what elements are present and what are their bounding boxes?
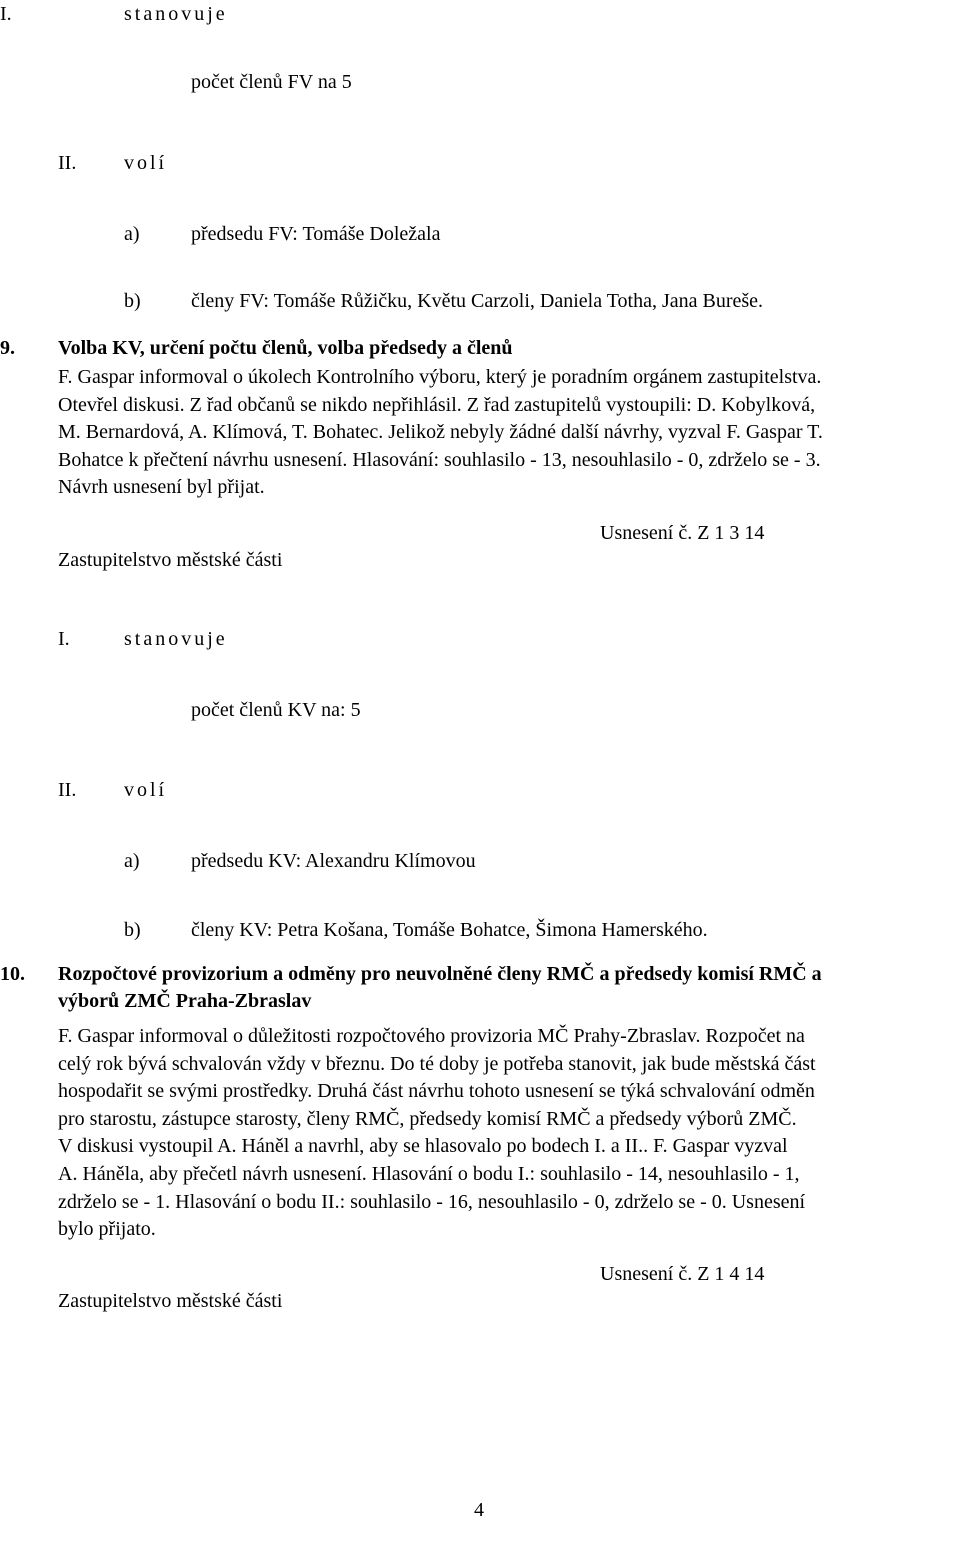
paragraph-line: Návrh usnesení byl přijat.: [58, 476, 265, 499]
item-paragraph: [58, 1023, 958, 1244]
paragraph-line: V diskusi vystoupil A. Háněl a navrhl, aby se hlasovalo po bodech I. a II.. F. Gaspar vyzval: [58, 1135, 788, 1158]
paragraph-line: Bohatce k přečtení návrhu usnesení. Hlasování: souhlasilo - 13, nesouhlasilo - 0, zdrželo se - 3.: [58, 448, 821, 471]
verb-stanovuje: stanovuje: [124, 628, 228, 650]
paragraph-line: pro starostu, zástupce starosty, členy RMČ, předsedy komisí RMČ a předsedy výborů ZMČ.: [58, 1107, 797, 1130]
roman-ii: II.: [58, 152, 77, 174]
paragraph-line: F. Gaspar informoval o důležitosti rozpočtového provizoria MČ Prahy-Zbraslav. Rozpočet na: [58, 1025, 805, 1047]
paragraph-line: bylo přijato.: [58, 1218, 156, 1241]
roman-ii: II.: [58, 779, 77, 801]
council-body: Zastupitelstvo městské části: [58, 549, 283, 571]
verb-voli: volí: [124, 779, 168, 801]
item-b-label: b): [124, 290, 141, 312]
roman-i: I.: [58, 628, 70, 650]
member-count: počet členů FV na 5: [191, 71, 352, 93]
item-heading-line: Rozpočtové provizorium a odměny pro neuvolněné členy RMČ a předsedy komisí RMČ a: [58, 963, 822, 985]
roman-i: I.: [0, 3, 12, 25]
item-b-text: členy FV: Tomáše Růžičku, Květu Carzoli, Daniela Totha, Jana Bureše.: [191, 290, 764, 312]
paragraph-line: A. Háněla, aby přečetl návrh usnesení. Hlasování o bodu I.: souhlasilo - 14, nesouhlasilo - 1,: [58, 1162, 800, 1185]
paragraph-line: Otevřel diskusi. Z řad občanů se nikdo nepřihlásil. Z řad zastupitelů vystoupili: D. Kobylková,: [58, 393, 816, 416]
item-b-text: členy KV: Petra Košana, Tomáše Bohatce, Šimona Hamerského.: [191, 919, 708, 941]
page-number: 4: [474, 1499, 484, 1521]
item-a-label: a): [124, 850, 140, 872]
verb-voli: volí: [124, 152, 168, 174]
item-a-label: a): [124, 223, 140, 245]
member-count: počet členů KV na: 5: [191, 699, 361, 721]
paragraph-line: zdrželo se - 1. Hlasování o bodu II.: souhlasilo - 16, nesouhlasilo - 0, zdrželo se - 0. Usnesení: [58, 1190, 806, 1213]
verb-stanovuje: stanovuje: [124, 3, 228, 25]
item-paragraph: [58, 364, 958, 502]
paragraph-line: M. Bernardová, A. Klímová, T. Bohatec. Jelikož nebyly žádné další návrhy, vyzval F. Gaspar T.: [58, 421, 823, 444]
paragraph-line: celý rok bývá schvalován vždy v březnu. Do té doby je potřeba stanovit, jak bude městská část: [58, 1052, 816, 1075]
paragraph-line: hospodařit se svými prostředky. Druhá část návrhu tohoto usnesení se týká schvalování odměn: [58, 1080, 815, 1103]
item-number: 9.: [0, 337, 15, 359]
item-heading: Volba KV, určení počtu členů, volba předsedy a členů: [58, 337, 513, 359]
resolution-number: Usnesení č. Z 1 3 14: [600, 522, 765, 544]
resolution-number: Usnesení č. Z 1 4 14: [600, 1263, 765, 1285]
council-body: Zastupitelstvo městské části: [58, 1290, 283, 1312]
item-heading-line: výborů ZMČ Praha-Zbraslav: [58, 990, 312, 1012]
item-b-label: b): [124, 919, 141, 941]
item-number: 10.: [0, 963, 25, 985]
paragraph-line: F. Gaspar informoval o úkolech Kontrolního výboru, který je poradním orgánem zastupitelstva.: [58, 366, 822, 388]
item-a-text: předsedu FV: Tomáše Doležala: [191, 223, 441, 245]
item-a-text: předsedu KV: Alexandru Klímovou: [191, 850, 476, 872]
